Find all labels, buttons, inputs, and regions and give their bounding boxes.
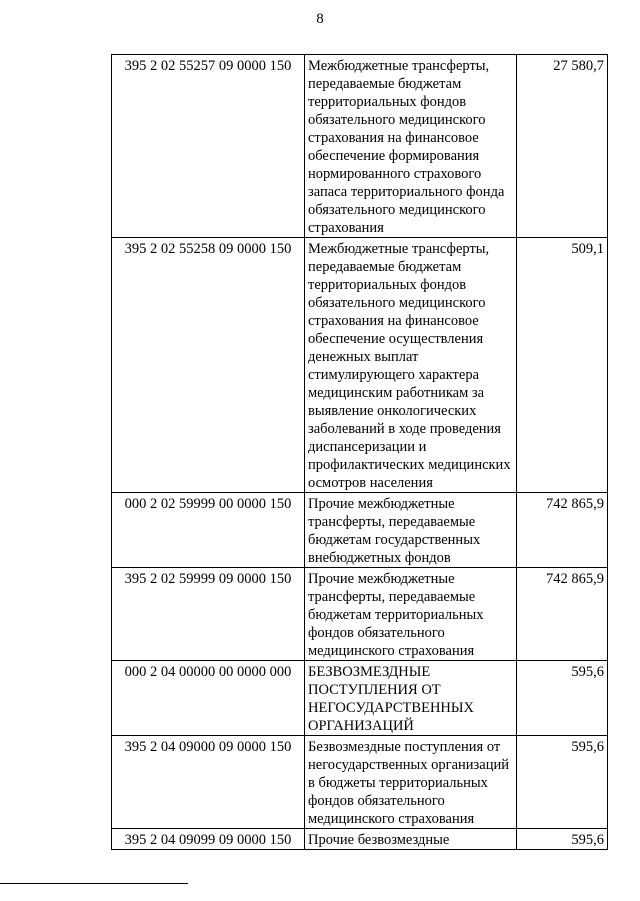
table-row — [112, 736, 608, 829]
amount-cell: 742 865,9 — [517, 568, 608, 661]
page-number: 8 — [316, 11, 324, 27]
revenue-name-cell: Межбюджетные трансферты, передаваемые бюджетам территориальных фондов обязательного медицинского страхования на финансовое обеспечение формирования нормированного страхового запаса территориального фонда обязательного медицинского страхования — [305, 55, 517, 238]
revenue-name-cell: Прочие межбюджетные трансферты, передаваемые бюджетам государственных внебюджетных фондов — [305, 493, 517, 568]
amount-cell: 595,6 — [517, 661, 608, 736]
footnote-separator — [0, 883, 188, 884]
revenue-name-cell: Безвозмездные поступления от негосударственных организаций в бюджеты территориальных фондов обязательного медицинского страхования — [305, 736, 517, 829]
revenue-name-cell: Прочие межбюджетные трансферты, передаваемые бюджетам территориальных фондов обязательного медицинского страхования — [305, 568, 517, 661]
amount-cell: 595,6 — [517, 736, 608, 829]
table-row — [112, 829, 608, 850]
budget-code-cell: 000 2 02 59999 00 0000 150 — [112, 493, 305, 568]
table-row — [112, 493, 608, 568]
budget-revenue-table — [111, 54, 608, 850]
budget-code-cell: 395 2 02 55257 09 0000 150 — [112, 55, 305, 238]
table-row — [112, 568, 608, 661]
amount-cell: 742 865,9 — [517, 493, 608, 568]
budget-code-cell: 395 2 02 55258 09 0000 150 — [112, 238, 305, 493]
table-row — [112, 661, 608, 736]
budget-code-cell: 395 2 04 09000 09 0000 150 — [112, 736, 305, 829]
budget-code-cell: 000 2 04 00000 00 0000 000 — [112, 661, 305, 736]
revenue-name-cell: Межбюджетные трансферты, передаваемые бюджетам территориальных фондов обязательного медицинского страхования на финансовое обеспечение осуществления денежных выплат стимулирующего характера медицинским работникам за выявление онкологических заболеваний в ходе проведения диспансеризации и профилактических медицинских осмотров населения — [305, 238, 517, 493]
amount-cell: 595,6 — [517, 829, 608, 850]
revenue-name-cell: БЕЗВОЗМЕЗДНЫЕ ПОСТУПЛЕНИЯ ОТ НЕГОСУДАРСТВЕННЫХ ОРГАНИЗАЦИЙ — [305, 661, 517, 736]
table-row — [112, 55, 608, 238]
budget-code-cell: 395 2 04 09099 09 0000 150 — [112, 829, 305, 850]
revenue-name-cell: Прочие безвозмездные — [305, 829, 517, 850]
amount-cell: 509,1 — [517, 238, 608, 493]
amount-cell: 27 580,7 — [517, 55, 608, 238]
budget-code-cell: 395 2 02 59999 09 0000 150 — [112, 568, 305, 661]
table-row — [112, 238, 608, 493]
